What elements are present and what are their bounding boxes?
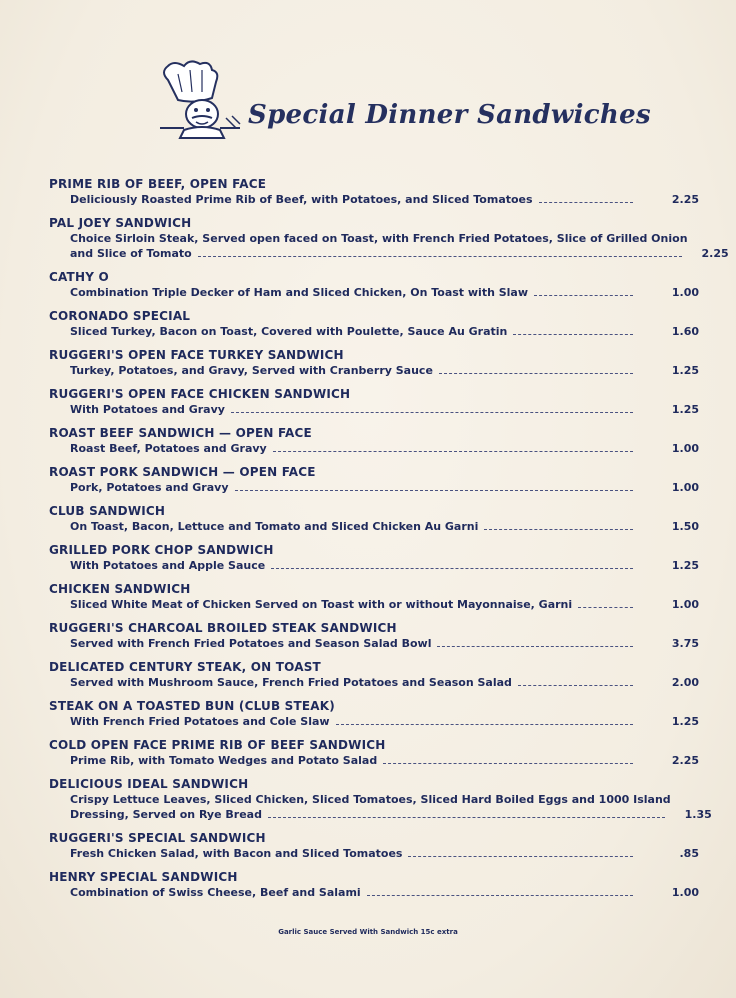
dotted-leader: [534, 295, 633, 296]
menu-item: [49, 659, 699, 690]
dotted-leader: [271, 568, 633, 569]
menu-item-price: 1.25: [671, 559, 699, 572]
menu-item-description-row: [49, 519, 699, 534]
menu-item-name: CHICKEN SANDWICH: [49, 582, 191, 596]
menu-item-price: 1.25: [671, 403, 699, 416]
dotted-leader: [484, 529, 633, 530]
menu-item-price: 1.50: [671, 520, 699, 533]
menu-item-name: CORONADO SPECIAL: [49, 309, 191, 323]
menu-item-description-row: [49, 363, 699, 378]
menu-item-name: GRILLED PORK CHOP SANDWICH: [49, 543, 274, 557]
menu-item-description: and Slice of Tomato: [70, 247, 192, 260]
menu-item-description: Pork, Potatoes and Gravy: [70, 481, 229, 494]
menu-item-description-row: [49, 636, 699, 651]
menu-item-description: With French Fried Potatoes and Cole Slaw: [70, 715, 330, 728]
menu-item-description: Combination of Swiss Cheese, Beef and Salami: [70, 886, 361, 899]
menu-item: [49, 269, 699, 300]
menu-item-description: Roast Beef, Potatoes and Gravy: [70, 442, 267, 455]
menu-item-description: Served with Mushroom Sauce, French Fried Potatoes and Season Salad: [70, 676, 512, 689]
menu-item-name: RUGGERI'S OPEN FACE CHICKEN SANDWICH: [49, 387, 351, 401]
menu-item: [49, 386, 699, 417]
menu-item: [49, 620, 699, 651]
menu-item-name: HENRY SPECIAL SANDWICH: [49, 870, 238, 884]
menu-item-name: ROAST PORK SANDWICH — OPEN FACE: [49, 465, 316, 479]
menu-item-description-row: [49, 753, 699, 768]
menu-item-description: Served with French Fried Potatoes and Season Salad Bowl: [70, 637, 432, 650]
menu-item-description-row: [49, 885, 699, 900]
menu-item-description: Choice Sirloin Steak, Served open faced on Toast, with French Fried Potatoes, Slice of Grilled Onion: [70, 232, 688, 245]
menu-item: [49, 308, 699, 339]
menu-item-description: Combination Triple Decker of Ham and Sliced Chicken, On Toast with Slaw: [70, 286, 529, 299]
menu-item-price: 1.00: [671, 598, 699, 611]
menu-item-price: 2.25: [671, 754, 699, 767]
dotted-leader: [539, 202, 633, 203]
menu-item-description-row: [49, 285, 699, 300]
menu-item-name: DELICIOUS IDEAL SANDWICH: [49, 777, 249, 791]
menu-item-price: 3.75: [671, 637, 699, 650]
menu-item: [49, 698, 699, 729]
menu-item-description: Turkey, Potatoes, and Gravy, Served with Cranberry Sauce: [70, 364, 433, 377]
menu-item-description-row: [49, 192, 699, 207]
menu-item-price: 2.25: [671, 193, 699, 206]
menu-item-description: With Potatoes and Gravy: [70, 403, 225, 416]
menu-item: [49, 464, 699, 495]
menu-item-name: PAL JOEY SANDWICH: [49, 216, 192, 230]
menu-item-description-row: [49, 597, 699, 612]
menu-item-description-row: [49, 675, 699, 690]
menu-item-description-row: [49, 480, 699, 495]
menu-item-name: DELICATED CENTURY STEAK, ON TOAST: [49, 660, 321, 674]
menu-item-description: Prime Rib, with Tomato Wedges and Potato Salad: [70, 754, 378, 767]
footnote: Garlic Sauce Served With Sandwich 15c extra: [278, 928, 458, 936]
menu-item-price: 1.00: [671, 886, 699, 899]
menu-item-price: 1.25: [671, 364, 699, 377]
menu-item-description: Deliciously Roasted Prime Rib of Beef, with Potatoes, and Sliced Tomatoes: [70, 193, 533, 206]
menu-item-description: On Toast, Bacon, Lettuce and Tomato and Sliced Chicken Au Garni: [70, 520, 479, 533]
menu-item-description: Dressing, Served on Rye Bread: [70, 808, 262, 821]
menu-item-description-row: [49, 441, 699, 456]
menu-item-description-row: [49, 402, 699, 417]
dotted-leader: [578, 607, 633, 608]
menu-item-description-row: [49, 714, 699, 729]
dotted-leader: [336, 724, 633, 725]
menu-item-name: CLUB SANDWICH: [49, 504, 166, 518]
dotted-leader: [235, 490, 634, 491]
menu-item-name: ROAST BEEF SANDWICH — OPEN FACE: [49, 426, 312, 440]
menu-item: [49, 869, 699, 900]
menu-item-description-row: [49, 231, 729, 261]
dotted-leader: [439, 373, 633, 374]
menu-item-name: COLD OPEN FACE PRIME RIB OF BEEF SANDWICH: [49, 738, 386, 752]
dotted-leader: [513, 334, 633, 335]
menu-item-description-row: [49, 558, 699, 573]
menu-item-price: 1.25: [671, 715, 699, 728]
menu-item-description: With Potatoes and Apple Sauce: [70, 559, 266, 572]
menu-item-price: 2.00: [671, 676, 699, 689]
menu-item-description: Fresh Chicken Salad, with Bacon and Sliced Tomatoes: [70, 847, 403, 860]
menu-item-price: 1.00: [671, 481, 699, 494]
dotted-leader: [198, 256, 682, 257]
page-title: Special Dinner Sandwiches: [248, 100, 651, 130]
menu-item-name: PRIME RIB OF BEEF, OPEN FACE: [49, 177, 267, 191]
menu-item: [49, 581, 699, 612]
dotted-leader: [367, 895, 633, 896]
menu-item-description: Sliced White Meat of Chicken Served on Toast with or without Mayonnaise, Garni: [70, 598, 573, 611]
menu-item-price: 1.60: [671, 325, 699, 338]
menu-item: [49, 776, 712, 822]
menu-item: [49, 425, 699, 456]
menu-item-name: RUGGERI'S SPECIAL SANDWICH: [49, 831, 266, 845]
menu-item-description: Sliced Turkey, Bacon on Toast, Covered with Poulette, Sauce Au Gratin: [70, 325, 508, 338]
menu-item-description-row: [49, 846, 699, 861]
menu-item: [49, 176, 699, 207]
dotted-leader: [268, 817, 665, 818]
menu-item-description-row: [49, 324, 699, 339]
menu-item-price: 2.25: [701, 247, 729, 260]
menu-item-name: CATHY O: [49, 270, 109, 284]
dotted-leader: [437, 646, 633, 647]
menu-item: [49, 503, 699, 534]
dotted-leader: [383, 763, 633, 764]
dotted-leader: [408, 856, 633, 857]
menu-list: [49, 176, 729, 900]
menu-item: [49, 830, 699, 861]
menu-item: [49, 542, 699, 573]
dotted-leader: [273, 451, 633, 452]
dotted-leader: [518, 685, 633, 686]
menu-item: [49, 737, 699, 768]
menu-header: [150, 58, 651, 148]
menu-item-description: Crispy Lettuce Leaves, Sliced Chicken, Sliced Tomatoes, Sliced Hard Boiled Eggs and 1000 Island: [70, 793, 671, 806]
menu-item-price: 1.35: [684, 808, 712, 821]
menu-item-price: 1.00: [671, 442, 699, 455]
menu-item-description-row: [49, 792, 712, 822]
dotted-leader: [231, 412, 633, 413]
chef-icon: [154, 58, 244, 142]
menu-item-price: .85: [679, 847, 699, 860]
menu-item-name: RUGGERI'S CHARCOAL BROILED STEAK SANDWICH: [49, 621, 397, 635]
menu-item: [49, 215, 729, 261]
menu-item-name: STEAK ON A TOASTED BUN (CLUB STEAK): [49, 699, 335, 713]
menu-item-price: 1.00: [671, 286, 699, 299]
menu-item: [49, 347, 699, 378]
menu-item-name: RUGGERI'S OPEN FACE TURKEY SANDWICH: [49, 348, 344, 362]
